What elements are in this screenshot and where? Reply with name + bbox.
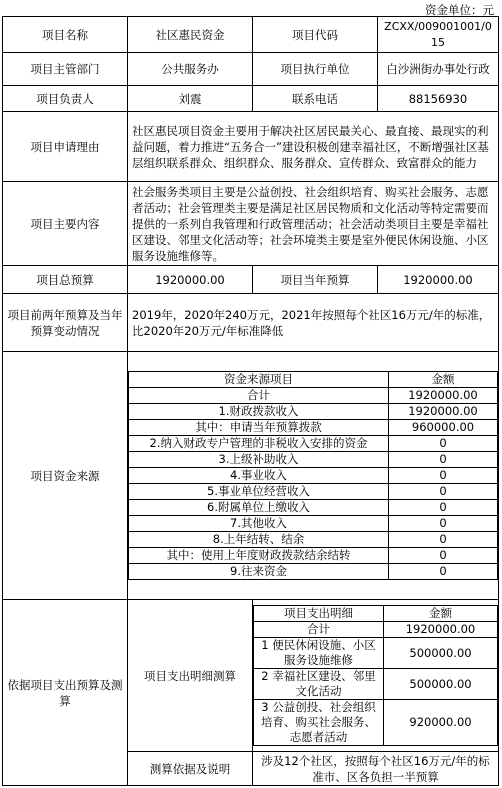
- funds-item-label: 8.上年结转、结余: [129, 532, 389, 548]
- project-name-value: 社区惠民资金: [128, 17, 253, 53]
- reason-label: 项目申请理由: [3, 112, 128, 182]
- dept-label: 项目主管部门: [3, 53, 128, 86]
- expense-item-label: 合计: [254, 622, 384, 638]
- funds-item-amount: 0: [389, 564, 498, 580]
- expense-item-amount: 500000.00: [384, 638, 498, 669]
- funds-item-amount: 0: [389, 452, 498, 468]
- expense-row: [254, 700, 498, 746]
- funds-source-table: [128, 371, 498, 580]
- project-budget-table: [2, 16, 499, 786]
- exec-unit-value: 白沙洲街办事处行政: [378, 53, 499, 86]
- funds-header-item: 资金来源项目: [129, 372, 389, 388]
- funds-row: [129, 564, 498, 580]
- budget-change-label: 项目前两年预算及当年预算变动情况: [3, 294, 128, 352]
- funds-source-label: 项目资金来源: [3, 352, 128, 600]
- expense-item-label: 1 便民休闲设施、小区服务设施维修: [254, 638, 384, 669]
- funds-row: [129, 500, 498, 516]
- expense-header-amount: 金额: [384, 606, 498, 622]
- exec-unit-label: 项目执行单位: [253, 53, 378, 86]
- expense-row: [254, 669, 498, 700]
- funds-row: [129, 548, 498, 564]
- funds-row: [129, 436, 498, 452]
- funds-item-amount: 0: [389, 436, 498, 452]
- funds-item-label: 其中：使用上年度财政拨款结余结转: [129, 548, 389, 564]
- funds-item-label: 6.附属单位上缴收入: [129, 500, 389, 516]
- total-budget-label: 项目总预算: [3, 266, 128, 294]
- funds-item-label: 9.往来资金: [129, 564, 389, 580]
- currency-unit-note: 资金单位：元: [425, 3, 494, 17]
- funds-item-amount: 1920000.00: [389, 404, 498, 420]
- owner-label: 项目负责人: [3, 86, 128, 112]
- expense-detail-label: 项目支出明细测算: [128, 600, 253, 752]
- year-budget-label: 项目当年预算: [253, 266, 378, 294]
- total-budget-value: 1920000.00: [128, 266, 253, 294]
- expense-basis-label: 依据项目支出预算及测算: [3, 600, 128, 786]
- expense-item-amount: 920000.00: [384, 700, 498, 746]
- funds-item-amount: 0: [389, 484, 498, 500]
- funds-source-cell: [128, 352, 499, 600]
- expense-header-item: 项目支出明细: [254, 606, 384, 622]
- funds-item-label: 1.财政拨款收入: [129, 404, 389, 420]
- funds-row: [129, 516, 498, 532]
- funds-item-label: 其中：申请当年预算拨款: [129, 420, 389, 436]
- content-value: 社会服务类项目主要是公益创投、社会组织培育、购买社会服务、志愿者活动；社会管理类主要是满足社区居民物质和文化活动等特定需要而提供的一系列自我管理和行政管理活动；社会活动类项目主要是幸福社区建设、邻里文化活动等；社会环境类主要是室外便民休闲设施、小区服务设施维修等。: [128, 182, 499, 266]
- funds-row: [129, 468, 498, 484]
- expense-detail-table: [253, 605, 498, 746]
- funds-item-amount: 1920000.00: [389, 388, 498, 404]
- year-budget-value: 1920000.00: [378, 266, 499, 294]
- content-label: 项目主要内容: [3, 182, 128, 266]
- project-code-value: ZCXX/009001001/015: [378, 17, 499, 53]
- expense-item-label: 3 公益创投、社会组织培育、购买社会服务、志愿者活动: [254, 700, 384, 746]
- owner-value: 刘震: [128, 86, 253, 112]
- funds-item-amount: 0: [389, 532, 498, 548]
- calc-basis-label: 测算依据及说明: [128, 752, 253, 786]
- dept-value: 公共服务办: [128, 53, 253, 86]
- funds-row: [129, 388, 498, 404]
- expense-detail-cell: [253, 600, 499, 752]
- funds-header-amount: 金额: [389, 372, 498, 388]
- phone-value: 88156930: [378, 86, 499, 112]
- project-name-label: 项目名称: [3, 17, 128, 53]
- funds-item-label: 2.纳入财政专户管理的非税收入安排的资金: [129, 436, 389, 452]
- funds-item-amount: 960000.00: [389, 420, 498, 436]
- funds-item-label: 5.事业单位经营收入: [129, 484, 389, 500]
- budget-change-value: 2019年，2020年240万元，2021年按照每个社区16万元/年的标准，比2020年20万元/年标准降低: [128, 294, 499, 352]
- funds-item-label: 合计: [129, 388, 389, 404]
- funds-item-amount: 0: [389, 500, 498, 516]
- funds-item-amount: 0: [389, 468, 498, 484]
- funds-row: [129, 532, 498, 548]
- funds-item-amount: 0: [389, 548, 498, 564]
- funds-row: [129, 420, 498, 436]
- project-code-label: 项目代码: [253, 17, 378, 53]
- expense-item-label: 2 幸福社区建设、邻里文化活动: [254, 669, 384, 700]
- funds-item-label: 7.其他收入: [129, 516, 389, 532]
- reason-value: 社区惠民项目资金主要用于解决社区居民最关心、最直接、最现实的利益问题，着力推进“五务合一”建设积极创建幸福社区，不断增强社区基层组织联系群众、组织群众、服务群众、宣传群众、致富群众的能力: [128, 112, 499, 182]
- funds-row: [129, 484, 498, 500]
- funds-item-label: 3.上级补助收入: [129, 452, 389, 468]
- funds-row: [129, 404, 498, 420]
- expense-item-amount: 1920000.00: [384, 622, 498, 638]
- funds-row: [129, 452, 498, 468]
- funds-item-amount: 0: [389, 516, 498, 532]
- calc-basis-value: 涉及12个社区，按照每个社区16万元/年的标准市、区各负担一半预算: [253, 752, 499, 786]
- expense-item-amount: 500000.00: [384, 669, 498, 700]
- expense-row: [254, 622, 498, 638]
- phone-label: 联系电话: [253, 86, 378, 112]
- funds-item-label: 4.事业收入: [129, 468, 389, 484]
- expense-row: [254, 638, 498, 669]
